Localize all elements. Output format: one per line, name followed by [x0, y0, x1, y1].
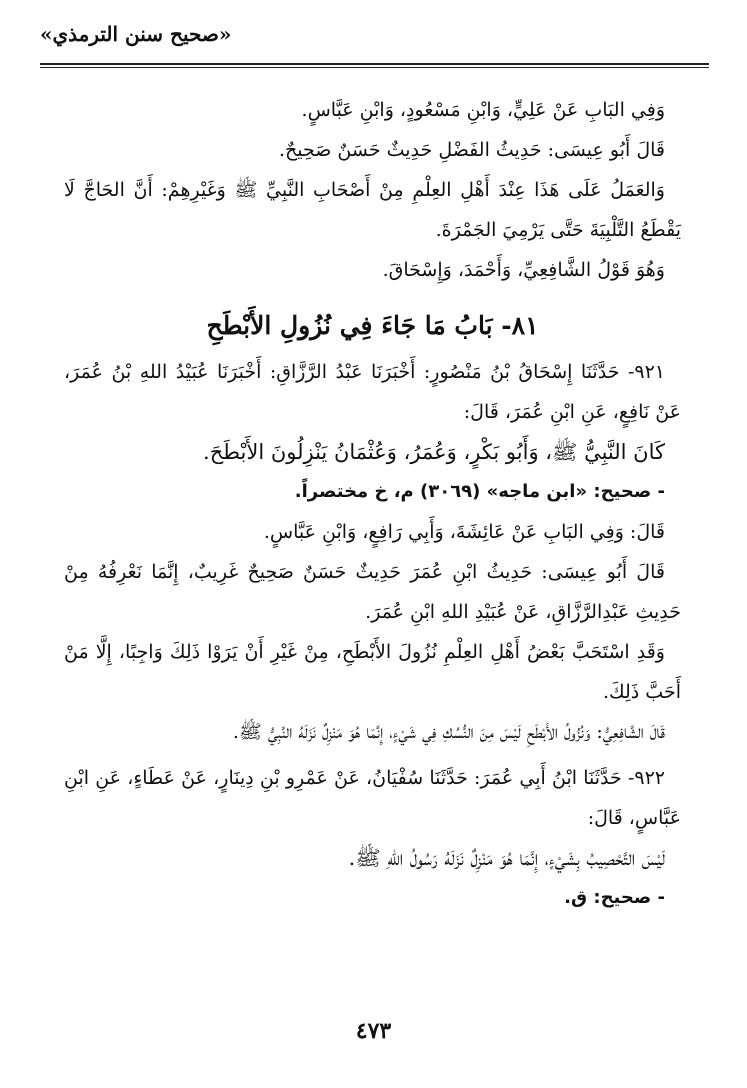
page-number: ٤٧٣: [355, 1018, 392, 1044]
paragraph: وَقَدِ اسْتَحَبَّ بَعْضُ أَهْلِ العِلْمِ نُزُولَ الأَبْطَحِ، مِنْ غَيْرِ أَنْ يَرَوْا ذَلِكَ وَاجِبًا، إِلَّا مَنْ أَحَبَّ ذَلِكَ.: [64, 641, 681, 703]
paragraph: وَفِي البَابِ عَنْ عَلِيٍّ، وَابْنِ مَسْعُودٍ، وَابْنِ عَبَّاسٍ.: [301, 99, 665, 121]
chapter-heading: ٨١- بَابُ مَا جَاءَ فِي نُزُولِ الأَبْطَحِ: [206, 311, 539, 340]
hadith-grade: - صحيح: ق.: [564, 887, 665, 908]
paragraph: قَالَ أَبُو عِيسَى: حَدِيثُ ابْنِ عُمَرَ حَدِيثٌ حَسَنٌ صَحِيحٌ غَرِيبٌ، إِنَّمَا نَعْرِفُهُ مِنْ حَدِيثِ عَبْدِالرَّزَّاقِ، عَنْ عُبَيْدِ اللهِ ابْنِ عُمَرَ.: [64, 561, 681, 623]
running-header-title: «صحيح سنن الترمذي»: [40, 22, 232, 46]
paragraph: وَهُوَ قَوْلُ الشَّافِعِيِّ، وَأَحْمَدَ، وَإِسْحَاقَ.: [382, 259, 665, 281]
paragraph: قَالَ الشَّافِعِيُّ: وَنُزُولُ الأَبْطَحِ لَيْسَ مِنَ النُّسُكِ فِي شَيْءٍ، إِنَّمَا هُوَ مَنْزِلٌ نَزَلَهُ النَّبِيُّ ﷺ.: [232, 721, 665, 743]
paragraph: وَالعَمَلُ عَلَى هَذَا عِنْدَ أَهْلِ العِلْمِ مِنْ أَصْحَابِ النَّبِيِّ ﷺ وَغَيْرِهِمْ: أَنَّ الحَاجَّ لَا يَقْطَعُ التَّلْبِيَةَ حَتَّى يَرْمِيَ الجَمْرَةَ.: [64, 179, 681, 241]
header-rule: [40, 63, 709, 65]
page-body: [64, 90, 681, 918]
hadith-text: لَيْسَ التَّحْصِيبُ بِشَيْءٍ، إِنَّمَا هُوَ مَنْزِلٌ نَزَلَهُ رَسُولُ اللهِ ﷺ.: [348, 846, 665, 870]
paragraph: قَالَ: وَفِي البَابِ عَنْ عَائِشَةَ، وَأَبِي رَافِعٍ، وَابْنِ عَبَّاسٍ.: [263, 521, 665, 543]
header-rule-thin: [40, 67, 709, 68]
paragraph: قَالَ أَبُو عِيسَى: حَدِيثُ الفَضْلِ حَدِيثٌ حَسَنٌ صَحِيحٌ.: [278, 139, 665, 161]
hadith-grade: - صحيح: «ابن ماجه» (٣٠٦٩) م، خ مختصراً.: [294, 481, 665, 502]
hadith-chain: ٩٢٢- حَدَّثَنَا ابْنُ أَبِي عُمَرَ: حَدَّثَنَا سُفْيَانُ، عَنْ عَمْرِو بْنِ دِينَارٍ، عَنْ عَطَاءٍ، عَنِ ابْنِ عَبَّاسٍ، قَالَ:: [64, 767, 681, 829]
hadith-text: كَانَ النَّبِيُّ ﷺ، وَأَبُو بَكْرٍ، وَعُمَرُ، وَعُثْمَانُ يَنْزِلُونَ الأَبْطَحَ.: [203, 440, 665, 464]
hadith-chain: ٩٢١- حَدَّثَنَا إِسْحَاقُ بْنُ مَنْصُورٍ: أَخْبَرَنَا عَبْدُ الرَّزَّاقِ: أَخْبَرَنَا عُبَيْدُ اللهِ بْنُ عُمَرَ، عَنْ نَافِعٍ، عَنِ ابْنِ عُمَرَ، قَالَ:: [64, 361, 681, 423]
